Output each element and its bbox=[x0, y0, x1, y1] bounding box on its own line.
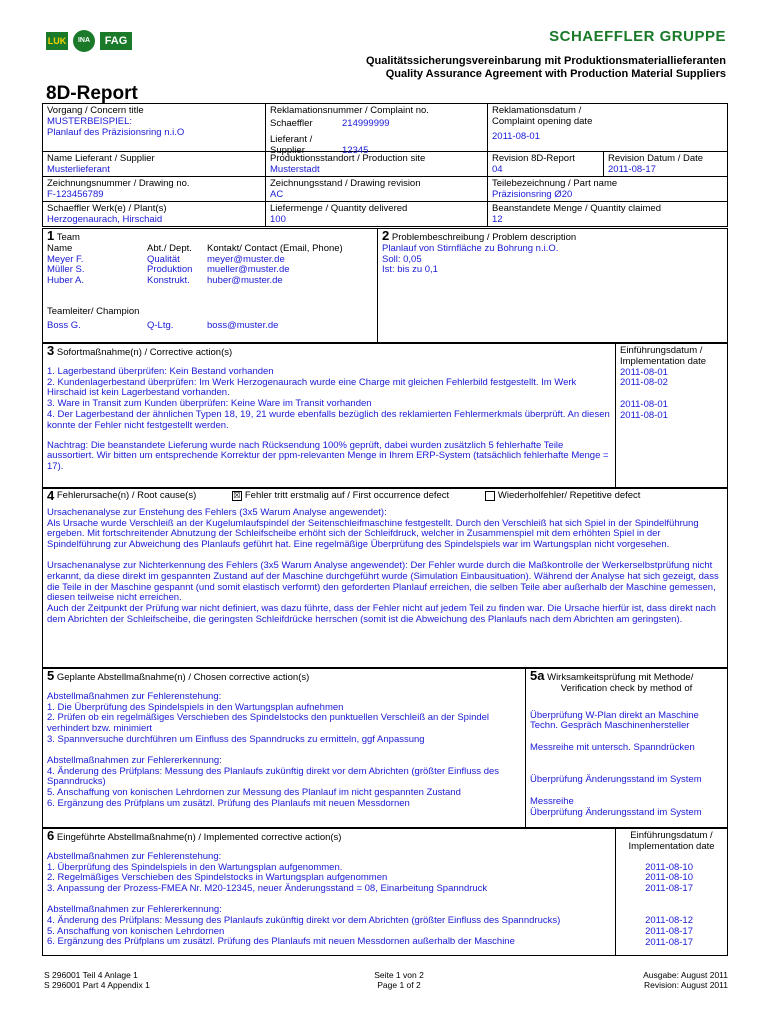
implemented-dates: Einführungsdatum / Implementation date 2011-08-10 2011-08-10 2011-08-17 2011-08-12 2011-08-17 2011-08-17 bbox=[615, 829, 727, 955]
supplier-complaint-no: 12345 bbox=[342, 145, 369, 156]
implemented-date: 2011-08-10 bbox=[645, 872, 693, 884]
corrective-item: 1. Lagerbestand überprüfen: Kein Bestand vorhanden bbox=[47, 365, 274, 377]
rootcause-para: Als Ursache wurde Verschleiß an der Kugelumlaufspindel der Seitenschleifmaschine festgestellt. Durch den Verschleiß hat sich Spiel in der Spindelführung ergeben. Mit fortschreitender Abnutzung der Schleifscheibe erhöht sich der Schleifdruck, welcher in Zusammenspiel mit dem erhöhten Spiel in der Spindelführung zur Abweichung des Planlaufs geführt hat. Eine regelmäßige Überprüfung des Spindelspiels war im Wartungsplan nicht vorgesehen. bbox=[47, 517, 699, 551]
concern-value: MUSTERBEISPIEL: bbox=[47, 116, 132, 127]
problem-title: Problembeschreibung / Problem description bbox=[391, 232, 577, 243]
section-corrective bbox=[42, 343, 728, 488]
schaeffler-complaint-no: 214999999 bbox=[342, 118, 390, 129]
corrective-item: 2. Kundenlagerbestand überprüfen: Im Werk Herzogenaurach wurde eine Charge mit gleichen Fehlerbild festgestellt. Im Werk Hirschaid ist kein Lagerbestand vorhanden. bbox=[47, 376, 577, 399]
team-number: 1 bbox=[47, 228, 55, 243]
section-root-cause bbox=[42, 488, 728, 668]
implemented-actions bbox=[43, 829, 615, 955]
implemented-item: 5. Anschaffung von konischen Lehrdornen bbox=[47, 925, 225, 937]
corrective-date: 2011-08-01 bbox=[620, 399, 668, 411]
team-title: Team bbox=[56, 232, 80, 243]
ina-logo: INA bbox=[73, 30, 95, 52]
verification-item: Messreihe mit untersch. Spanndrücken bbox=[530, 742, 695, 754]
team-leader-label: Teamleiter/ Champion bbox=[47, 305, 140, 317]
implemented-group-title: Abstellmaßnahmen zur Fehlerenstehung: bbox=[47, 850, 222, 862]
footer-page: Seite 1 von 2 Page 1 of 2 bbox=[374, 970, 424, 990]
verification-item: Überprüfung W-Plan direkt an Maschine bbox=[530, 709, 699, 721]
implemented-title: Eingeführte Abstellmaßnahme(n) / Implemented corrective action(s) bbox=[56, 832, 342, 843]
chosen-title: Geplante Abstellmaßnahme(n) / Chosen corrective action(s) bbox=[56, 672, 310, 683]
first-occurrence-checkbox[interactable]: ☒ bbox=[233, 491, 241, 501]
fag-logo: FAG bbox=[100, 32, 132, 50]
section-implemented bbox=[42, 828, 728, 956]
team-section bbox=[43, 229, 377, 342]
luk-logo: LUK bbox=[46, 32, 68, 50]
verification-number: 5a bbox=[530, 668, 545, 683]
implemented-item: 3. Anpassung der Prozess-FMEA Nr. M20-12345, neuer Änderungsstand = 08, Einarbeitung Spanndruck bbox=[47, 883, 488, 895]
chosen-item: 3. Spannversuche durchführen um Einfluss des Spanndrucks zu ermitteln, ggf Anpassung bbox=[47, 733, 425, 745]
revision-value: 04 bbox=[492, 164, 503, 175]
verification-item: Messreihe bbox=[530, 795, 574, 807]
implemented-group-title: Abstellmaßnahmen zur Fehlererkennung: bbox=[47, 903, 222, 915]
problem-line: Ist: bis zu 0,1 bbox=[382, 264, 438, 276]
chosen-item: 6. Ergänzung des Prüfplans um zusätzl. Prüfung des Planlaufs mit neuen Messdornen bbox=[47, 797, 410, 809]
drawing-rev-cell: Zeichnungsstand / Drawing revision AC bbox=[265, 177, 487, 201]
chosen-group-title: Abstellmaßnahmen zur Fehlererkennung: bbox=[47, 754, 222, 766]
problem-line: Planlauf von Stirnfläche zu Bohrung n.i.O. bbox=[382, 242, 559, 254]
chosen-item: 5. Anschaffung von konischen Lehrdornen zur Messung des Planlauf im nicht gespannten Zustand bbox=[47, 787, 461, 799]
corrective-item: 4. Der Lagerbestand der ähnlichen Typen 18, 19, 21 wurde ebenfalls bezüglich des reklamierten Fehlermerkmals überprüft. An diesen konnte der Fehler nicht festgestellt werden. bbox=[47, 408, 610, 431]
implemented-date: 2011-08-10 bbox=[645, 861, 693, 873]
team-member-row: Huber A. Konstrukt. huber@muster.de bbox=[47, 275, 283, 287]
implemented-number: 6 bbox=[47, 828, 55, 843]
chosen-actions bbox=[43, 669, 525, 827]
chosen-item: 1. Die Überprüfung des Spindelspiels in den Wartungsplan aufnehmen bbox=[47, 701, 344, 713]
team-leader-row: Boss G. Q-Ltg. boss@muster.de bbox=[47, 319, 279, 331]
team-member-row: Müller S. Produktion mueller@muster.de bbox=[47, 264, 290, 276]
verification-item: Überprüfung Änderungsstand im System bbox=[530, 806, 702, 818]
complaint-date-value: 2011-08-01 bbox=[492, 131, 540, 142]
corrective-date: 2011-08-02 bbox=[620, 377, 668, 389]
footer-right: Ausgabe: August 2011 Revision: August 2011 bbox=[643, 970, 728, 990]
chosen-group-title: Abstellmaßnahmen zur Fehlerenstehung: bbox=[47, 690, 222, 702]
verification-column: 5a Wirksamkeitsprüfung mit Methode/ Verification check by method of Überprüfung W-Plan direkt an Maschine Techn. Gespräch Maschinenhersteller Messreihe mit untersch. Spanndrücken Überprüfung Änderungsstand im System Messreihe Überprüfung Änderungsstand im System bbox=[525, 669, 727, 827]
implemented-date: 2011-08-12 bbox=[645, 914, 693, 926]
implemented-item: 6. Ergänzung des Prüfplans um zusätzl. Prüfung des Planlaufs mit neuen Messdornen außerhalb der Maschine bbox=[47, 936, 515, 948]
implemented-item: 2. Regelmäßiges Verschieben des Spindelstocks in Wartungsplan aufgenommen bbox=[47, 872, 388, 884]
subtitle-en: Quality Assurance Agreement with Production Material Suppliers bbox=[385, 68, 726, 80]
report-title: 8D-Report bbox=[46, 83, 138, 104]
supplier-name-value: Musterlieferant bbox=[47, 164, 110, 175]
info-grid bbox=[42, 103, 728, 227]
subtitle-de: Qualitätssicherungsvereinbarung mit Produktionsmateriallieferanten bbox=[365, 55, 726, 67]
rootcause-number: 4 bbox=[47, 488, 55, 503]
part-name-cell: Teilebezeichnung / Part name Präzisionsring Ø20 bbox=[487, 177, 727, 201]
brand-name: SCHAEFFLER GRUPPE bbox=[549, 28, 726, 45]
drawing-rev-value: AC bbox=[270, 189, 284, 200]
concern-cell: Vorgang / Concern title MUSTERBEISPIEL: Planlauf des Präzisionsring n.i.O bbox=[43, 104, 265, 151]
corrective-note: Nachtrag: Die beanstandete Lieferung wurde nach Rücksendung 100% geprüft, dabei wurden zusätzlich 5 fehlerhafte Teile aussortiert. Wir bitten um entsprechende Korrektur der ppm-relevanten Menge in Ihrem ERP-System (tatsächlich fehlerhafte Menge = 17). bbox=[47, 439, 609, 473]
first-occurrence-label: Fehler tritt erstmalig auf / First occurrence defect bbox=[244, 490, 450, 501]
section-chosen bbox=[42, 668, 728, 828]
footer-left: S 296001 Teil 4 Anlage 1 S 296001 Part 4 Appendix 1 bbox=[44, 970, 150, 990]
corrective-title: Sofortmaßnahme(n) / Corrective action(s) bbox=[56, 347, 233, 358]
rootcause-para: Ursachenanalyse zur Nichterkennung des Fehlers (3x5 Warum Analyse angewendet): Der Fehler wurde durch die Maßkontrolle der Werkerselbstprüfung nicht erkannt, da diese direkt im gespannten Zustand auf der Maschine durchgeführt wurde (Simulation Einbausituation). Während der Analyse hat sich gezeigt, dass die Teile in der Maschine gespannt (und somit elastisch verformt) den geforderten Planlauf erreichen, die selben Teile aber außerhalb der Maschine gemessen, diesen teilweise nicht erreichen. bbox=[47, 559, 719, 604]
plants-value: Herzogenaurach, Hirschaid bbox=[47, 214, 163, 225]
part-name-value: Präzisionsring Ø20 bbox=[492, 189, 573, 200]
implemented-item: 4. Änderung des Prüfplans: Messung des Planlaufs zukünftig direkt vor dem Abrichten (größter Einfluss des Spanndrucks) bbox=[47, 914, 561, 926]
qty-claimed-value: 12 bbox=[492, 214, 503, 225]
implemented-item: 1. Überprüfung des Spindelspiels in den Wartungsplan aufgenommen. bbox=[47, 861, 343, 873]
implemented-date: 2011-08-17 bbox=[645, 883, 693, 895]
corrective-item: 3. Ware in Transit zum Kunden überprüfen: Keine Ware im Transit vorhanden bbox=[47, 398, 372, 410]
problem-number: 2 bbox=[382, 228, 390, 243]
revision-date-cell: Revision Datum / Date 2011-08-17 bbox=[603, 152, 727, 176]
revision-date-value: 2011-08-17 bbox=[608, 164, 656, 175]
complaint-date-cell: Reklamationsdatum / Complaint opening date 2011-08-01 bbox=[487, 104, 727, 151]
verification-item: Überprüfung Änderungsstand im System bbox=[530, 773, 702, 785]
complaint-no-cell: Reklamationsnummer / Complaint no. Schaeffler 214999999 Lieferant / Supplier 12345 bbox=[265, 104, 487, 151]
production-site-value: Musterstadt bbox=[270, 164, 320, 175]
repetitive-label: Wiederholfehler/ Repetitive defect bbox=[497, 490, 641, 501]
qty-delivered-value: 100 bbox=[270, 214, 286, 225]
corrective-date: 2011-08-01 bbox=[620, 409, 668, 421]
qty-claimed-cell: Beanstandete Menge / Quantity claimed 12 bbox=[487, 202, 727, 226]
drawing-no-value: F-123456789 bbox=[47, 189, 104, 200]
rootcause-para-title: Ursachenanalyse zur Enstehung des Fehlers (3x5 Warum Analyse angewendet): bbox=[47, 506, 387, 518]
corrective-date: 2011-08-01 bbox=[620, 366, 668, 378]
company-logos bbox=[46, 30, 226, 52]
repetitive-checkbox[interactable] bbox=[485, 491, 495, 501]
chosen-number: 5 bbox=[47, 668, 55, 683]
supplier-name-cell: Name Lieferant / Supplier Musterlieferant bbox=[43, 152, 265, 176]
chosen-item: 4. Änderung des Prüfplans: Messung des Planlaufs zukünftig direkt vor dem Abrichten (größter Einfluss des Spanndrucks) bbox=[47, 765, 500, 788]
corrective-number: 3 bbox=[47, 343, 55, 358]
corrective-actions bbox=[43, 344, 615, 487]
implemented-date: 2011-08-17 bbox=[645, 925, 693, 937]
plants-cell: Schaeffler Werk(e) / Plant(s) Herzogenaurach, Hirschaid bbox=[43, 202, 265, 226]
team-header-row: Name Abt./ Dept. Kontakt/ Contact (Email, Phone) bbox=[47, 242, 343, 254]
drawing-no-cell: Zeichnungsnummer / Drawing no. F-123456789 bbox=[43, 177, 265, 201]
rootcause-para: Auch der Zeitpunkt der Prüfung war nicht definiert, was dazu führte, dass der Fehler nicht auf jedem Teil zu finden war. Die Ursache hierfür ist, dass direkt nach dem Abrichten der Schleifscheibe, die geringsten Schleifdrücke herrschen (somit ist die Abweichung des Planlaufs nach dem Abrichten am geringsten). bbox=[47, 603, 716, 625]
concern-value-2: Planlauf des Präzisionsring n.i.O bbox=[47, 127, 185, 138]
rootcause-title: Fehlerursache(n) / Root cause(s) bbox=[56, 490, 197, 501]
chosen-item: 2. Prüfen ob ein regelmäßiges Verschieben des Spindelstocks den punktuellen Verschleiß an der Spindel verhindert bzw. minimiert bbox=[47, 712, 490, 735]
problem-line: Soll: 0,05 bbox=[382, 253, 422, 265]
corrective-dates: Einführungsdatum / Implementation date 2011-08-01 2011-08-02 2011-08-01 2011-08-01 bbox=[615, 344, 727, 487]
section-team-problem bbox=[42, 228, 728, 343]
team-member-row: Meyer F. Qualität meyer@muster.de bbox=[47, 253, 285, 265]
problem-section bbox=[377, 229, 727, 342]
revision-cell: Revision 8D-Report 04 bbox=[487, 152, 603, 176]
production-site-cell: Produktionsstandort / Production site Musterstadt bbox=[265, 152, 487, 176]
verification-item: Techn. Gespräch Maschinenhersteller bbox=[530, 720, 690, 732]
implemented-date: 2011-08-17 bbox=[645, 936, 693, 948]
qty-delivered-cell: Liefermenge / Quantity delivered 100 bbox=[265, 202, 487, 226]
